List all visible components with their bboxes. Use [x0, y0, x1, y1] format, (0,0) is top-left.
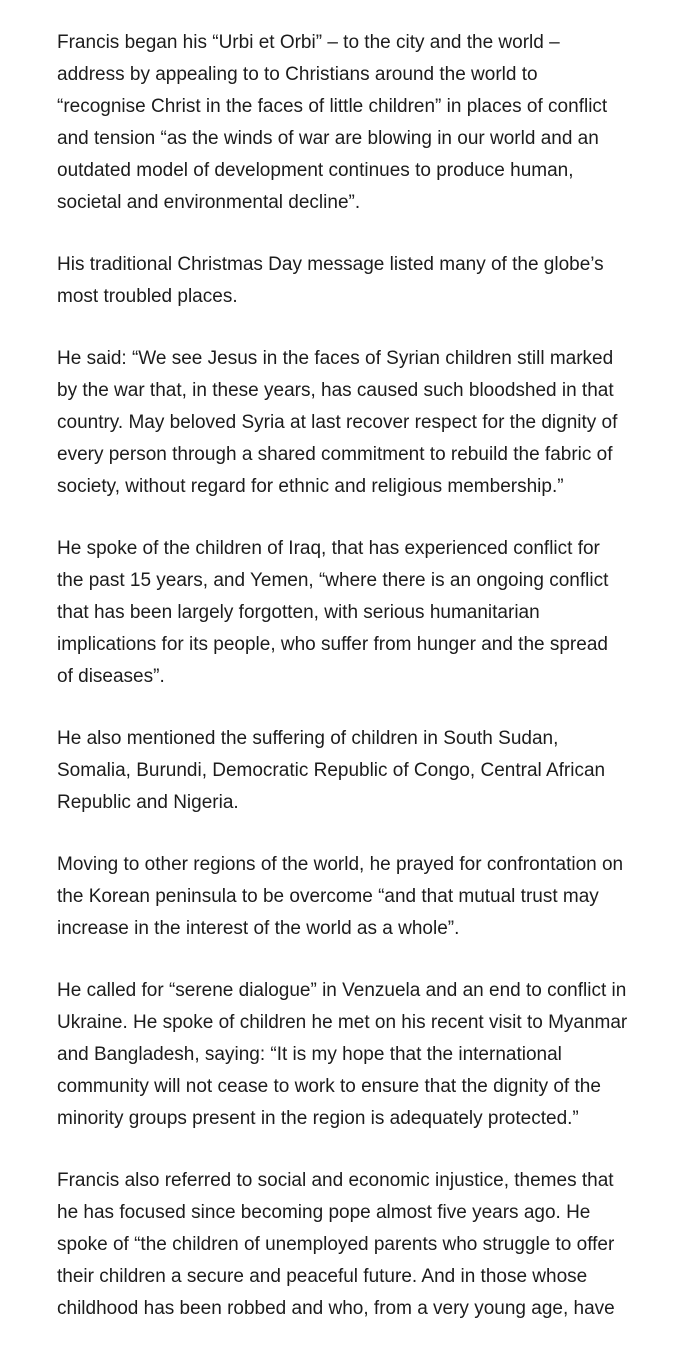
article-paragraph: Moving to other regions of the world, he prayed for confrontation on the Korean peninsula to be overcome “and that mutual trust may increase in the interest of the world as a whole”.	[57, 854, 624, 939]
article-paragraph: His traditional Christmas Day message listed many of the globe’s most troubled places.	[57, 254, 604, 307]
article-paragraph: Francis also referred to social and economic injustice, themes that he has focused since becoming pope almost five years ago. He spoke of “the children of unemployed parents who struggle to offer their children a secure and peaceful future. And in those whose childhood has been robbed and who, from a very young age, have	[57, 1170, 615, 1319]
article-paragraph: He spoke of the children of Iraq, that has experienced conflict for the past 15 years, and Yemen, “where there is an ongoing conflict that has been largely forgotten, with serious humanitarian implications for its people, who suffer from hunger and the spread of diseases”.	[57, 538, 609, 687]
article-paragraph: Francis began his “Urbi et Orbi” – to the city and the world – address by appealing to to Christians around the world to “recognise Christ in the faces of little children” in places of conflict and tension “as the winds of war are blowing in our world and an outdated model of development continues to produce human, societal and environmental decline”.	[57, 32, 608, 213]
article-body	[57, 27, 667, 1355]
article-paragraph: He also mentioned the suffering of children in South Sudan, Somalia, Burundi, Democratic Republic of Congo, Central African Republic and Nigeria.	[57, 728, 606, 813]
article-paragraph: He said: “We see Jesus in the faces of Syrian children still marked by the war that, in these years, has caused such bloodshed in that country. May beloved Syria at last recover respect for the dignity of every person through a shared commitment to rebuild the fabric of society, without regard for ethnic and religious membership.”	[57, 348, 618, 497]
article-paragraph: He called for “serene dialogue” in Venzuela and an end to conflict in Ukraine. He spoke of children he met on his recent visit to Myanmar and Bangladesh, saying: “It is my hope that the international community will not cease to work to ensure that the dignity of the minority groups present in the region is adequately protected.”	[57, 980, 628, 1129]
